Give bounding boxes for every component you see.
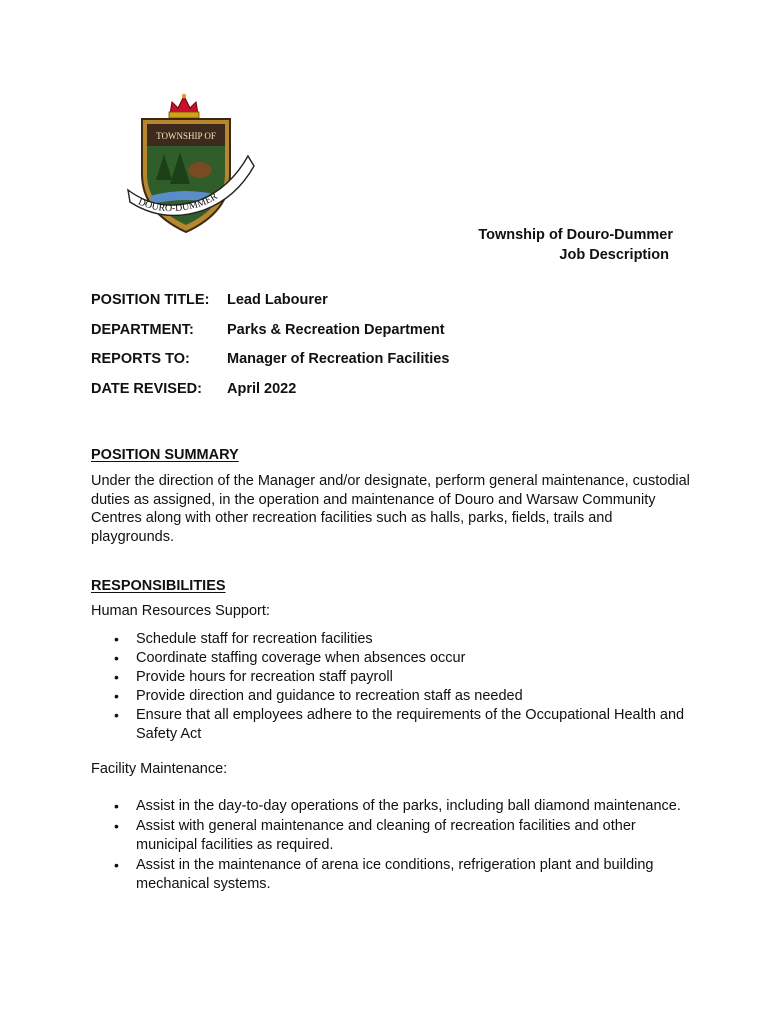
bullet-icon: • xyxy=(114,707,119,723)
bullet-icon: • xyxy=(114,669,119,685)
field-row-reports-to xyxy=(91,351,449,381)
crown-icon xyxy=(169,94,199,118)
field-value: Manager of Recreation Facilities xyxy=(227,351,450,367)
list-item: • Provide direction and guidance to recreation staff as needed xyxy=(114,688,523,704)
list-item: • Assist in the day-to-day operations of the parks, including ball diamond maintenance. xyxy=(91,797,691,817)
bullet-icon: • xyxy=(114,798,119,814)
list-item: • Assist in the maintenance of arena ice conditions, refrigeration plant and building mechanical systems. xyxy=(114,856,654,892)
field-value: Lead Labourer xyxy=(227,292,328,308)
list-item: • Schedule staff for recreation facilities xyxy=(114,631,373,647)
responsibilities-heading: RESPONSIBILITIES xyxy=(91,578,226,594)
bullet-icon: • xyxy=(114,650,119,666)
position-fields xyxy=(91,292,449,410)
field-label: DEPARTMENT: xyxy=(91,321,194,338)
bullet-icon: • xyxy=(114,856,119,873)
field-row-date-revised xyxy=(91,381,449,411)
bullet-icon: • xyxy=(114,631,119,647)
crest-banner-text: DOURO-DUMMER xyxy=(136,190,220,215)
list-item: • Ensure that all employees adhere to the requirements of the Occupational Health and Safety Act xyxy=(114,707,685,742)
document-type: Job Description xyxy=(559,247,669,263)
position-summary-text: Under the direction of the Manager and/or designate, perform general maintenance, custodial duties as assigned, in the operation and maintenance of Douro and Warsaw Community Centres along with other recreation facilities such as halls, parks, fields, trails and playgrounds. xyxy=(91,473,690,545)
field-row-department xyxy=(91,322,449,352)
field-label: POSITION TITLE: xyxy=(91,292,210,308)
bullet-icon: • xyxy=(114,688,119,704)
organization-name: Township of Douro-Dummer xyxy=(478,227,673,243)
list-item: • Assist with general maintenance and cleaning of recreation facilities and other municipal facilities as required. xyxy=(114,817,636,853)
facility-maintenance-label: Facility Maintenance: xyxy=(91,761,228,777)
hr-support-list xyxy=(91,630,691,744)
position-summary-heading: POSITION SUMMARY xyxy=(91,447,239,463)
hr-support-label: Human Resources Support: xyxy=(91,603,270,619)
bullet-icon: • xyxy=(114,817,119,834)
list-item: • Provide hours for recreation staff payroll xyxy=(114,669,393,685)
crest-top-text: TOWNSHIP OF xyxy=(156,131,216,141)
township-crest-logo xyxy=(120,92,255,240)
facility-maintenance-list xyxy=(91,797,691,895)
field-value: April 2022 xyxy=(227,380,297,397)
field-label: DATE REVISED: xyxy=(91,380,202,397)
field-value: Parks & Recreation Department xyxy=(227,321,445,338)
document-heading xyxy=(478,225,673,265)
field-row-position-title xyxy=(91,292,449,322)
list-item: • Coordinate staffing coverage when absences occur xyxy=(114,650,466,666)
field-label: REPORTS TO: xyxy=(91,351,190,367)
